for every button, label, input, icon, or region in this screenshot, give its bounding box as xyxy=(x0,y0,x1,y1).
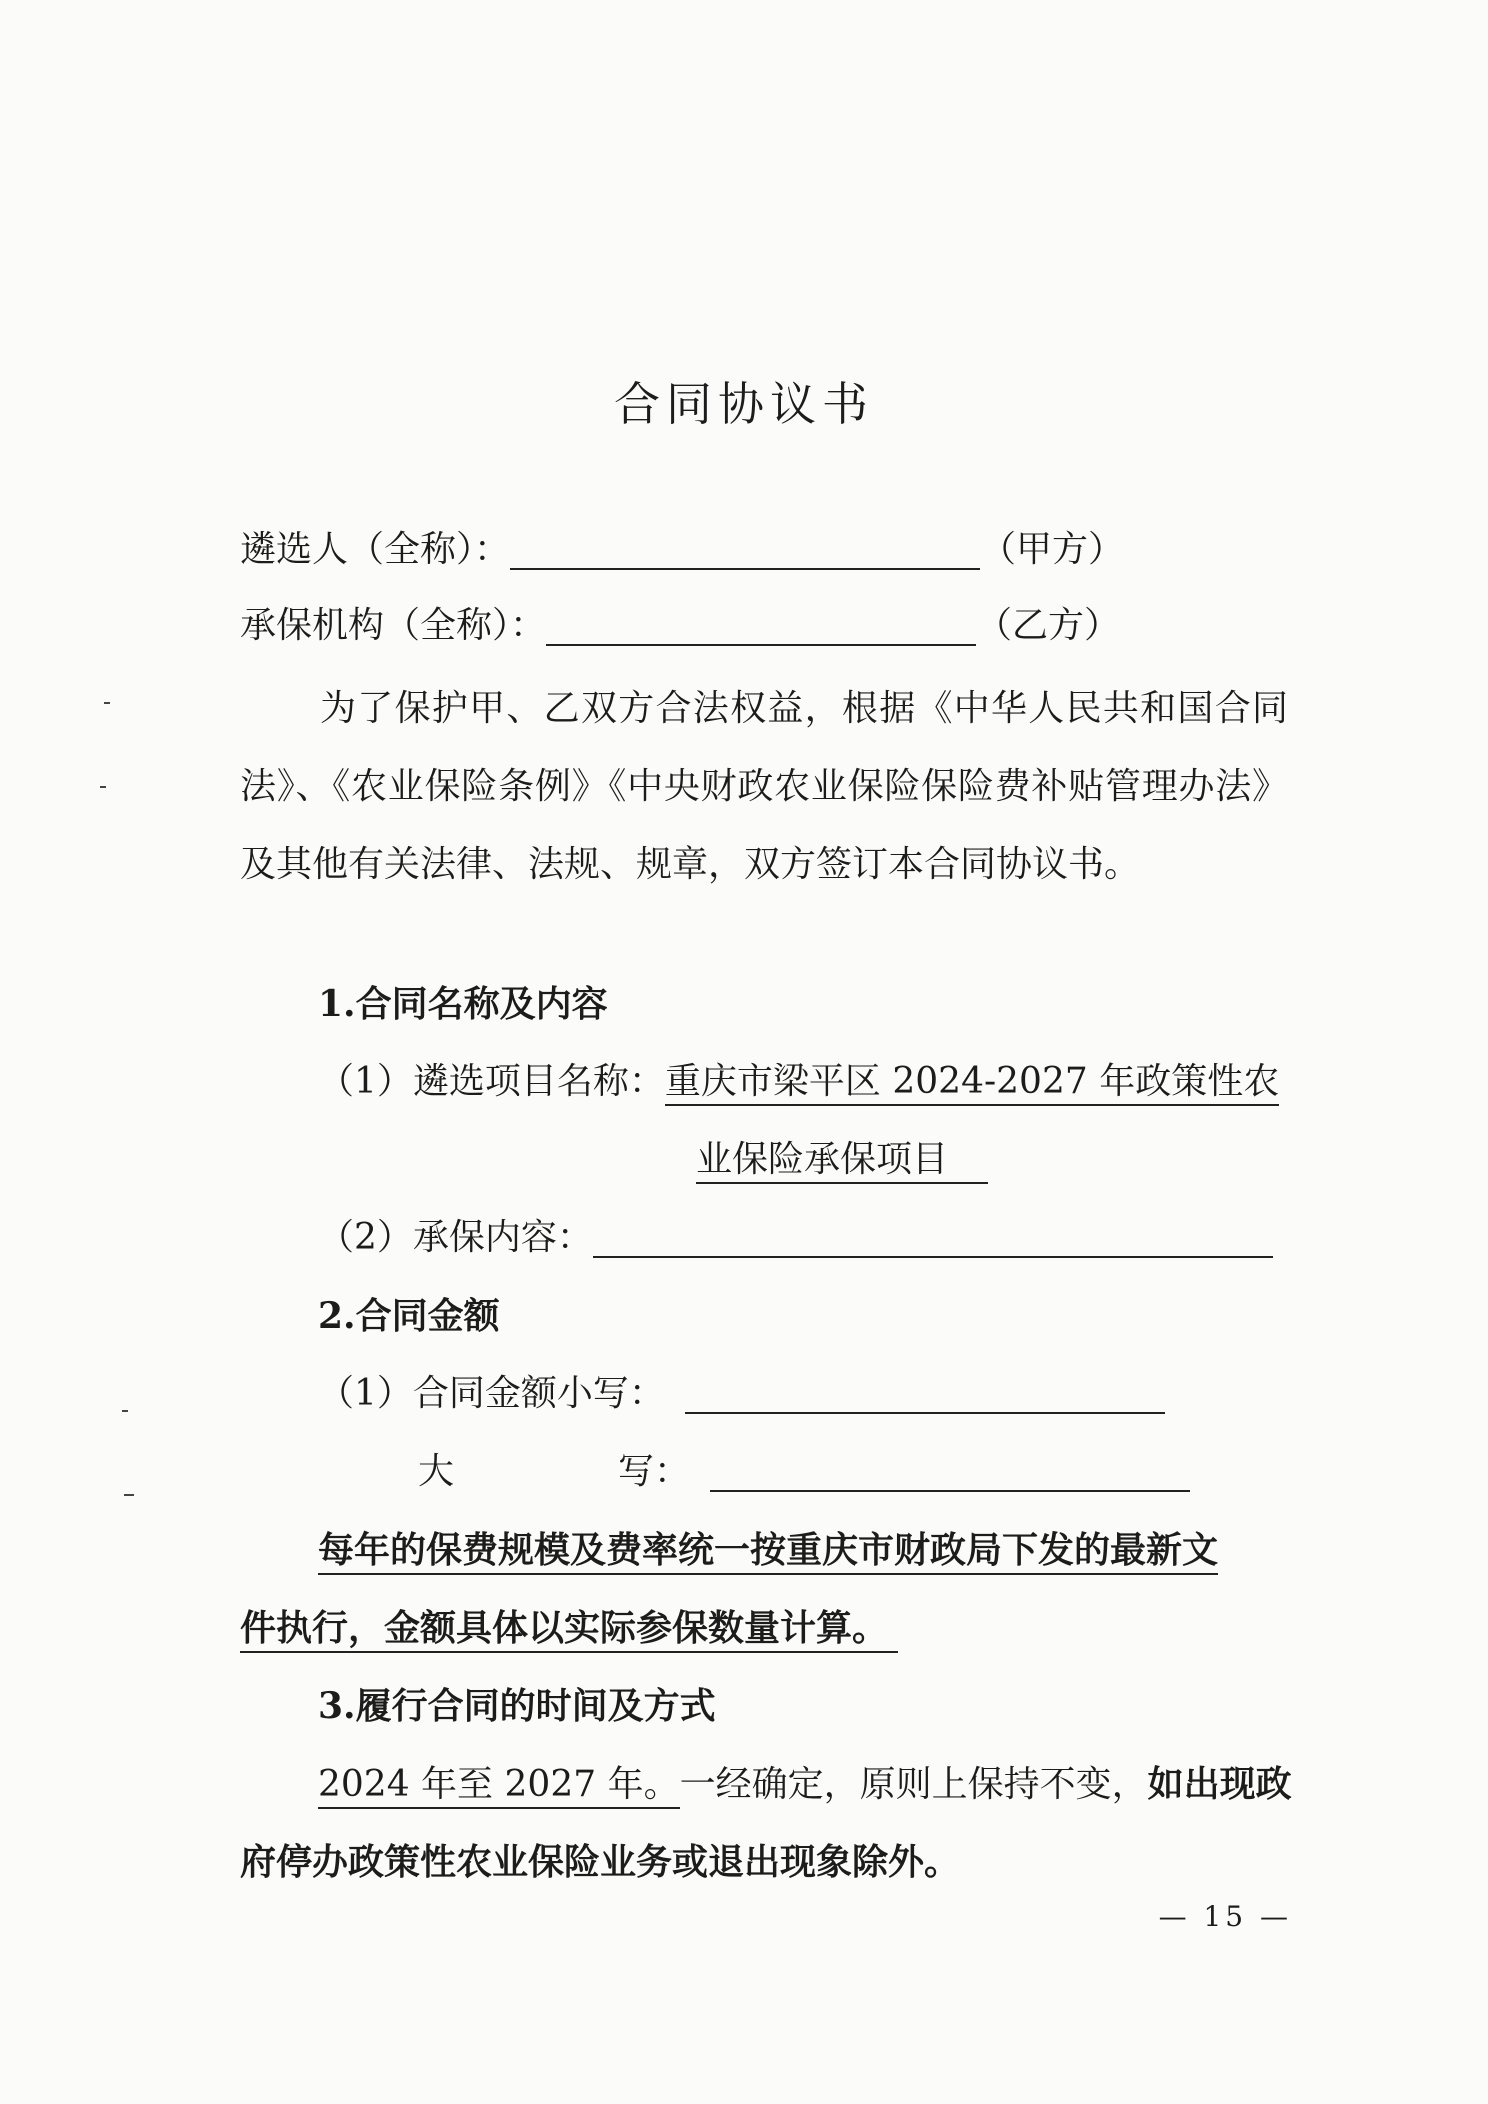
section3-line1 xyxy=(318,1764,1292,1805)
scan-speck xyxy=(104,702,110,704)
amount-big-blank xyxy=(710,1454,1190,1492)
term-period: 2024 年至 2027 年。 xyxy=(318,1764,680,1809)
fee-note-text-2: 件执行，金额具体以实际参保数量计算。 xyxy=(240,1607,898,1653)
fee-note-text-1: 每年的保费规模及费率统一按重庆市财政局下发的最新文 xyxy=(318,1529,1218,1575)
section3-heading: 3.履行合同的时间及方式 xyxy=(318,1685,716,1727)
amount-small-label: （1）合同金额小写： xyxy=(318,1373,665,1414)
party-b-suffix: （乙方） xyxy=(976,605,1121,646)
party-a-suffix: （甲方） xyxy=(980,529,1125,570)
party-a-row xyxy=(240,530,1124,570)
scan-speck xyxy=(100,786,106,788)
amount-big-label-a: 大 xyxy=(418,1451,455,1492)
party-b-blank xyxy=(546,608,976,646)
fee-note-line2 xyxy=(240,1608,898,1648)
scan-speck xyxy=(122,1410,128,1412)
amount-big-label-b: 写： xyxy=(618,1451,691,1492)
section1-heading: 1.合同名称及内容 xyxy=(318,983,608,1025)
section1-item1 xyxy=(318,1062,1279,1102)
coverage-label: （2）承保内容： xyxy=(318,1217,593,1258)
page-number: — 15 — xyxy=(1158,1900,1292,1933)
party-b-row xyxy=(240,606,1120,646)
intro-paragraph: 为了保护甲、乙双方合法权益，根据《中华人民共和国合同法》、《农业保险条例》《中央财政农业保险保险费补贴管理办法》及其他有关法律、法规、规章，双方签订本合同协议书。 xyxy=(240,688,1288,885)
term-text: 一经确定，原则上保持不变， xyxy=(679,1764,1148,1805)
project-name-value-line1: 重庆市梁平区 2024-2027 年政策性农 xyxy=(665,1061,1279,1106)
section1-item2 xyxy=(318,1218,1273,1258)
scan-speck xyxy=(124,1494,134,1496)
project-name-value-line2: 业保险承保项目 xyxy=(696,1139,988,1184)
section3-line2: 府停办政策性农业保险业务或退出现象除外。 xyxy=(240,1841,961,1883)
party-a-label: 遴选人（全称）： xyxy=(240,529,511,570)
party-b-label: 承保机构（全称）： xyxy=(240,605,547,646)
section2-item1 xyxy=(318,1374,1165,1414)
section2-item1-big xyxy=(418,1452,1190,1492)
coverage-blank xyxy=(593,1220,1273,1258)
project-name-label: （1）遴选项目名称： xyxy=(318,1061,665,1102)
fee-note-line1 xyxy=(318,1530,1218,1570)
page-title: 合同协议书 xyxy=(614,377,874,431)
party-a-blank xyxy=(510,532,980,570)
amount-small-blank xyxy=(685,1376,1165,1414)
section1-item1-cont xyxy=(696,1140,988,1180)
term-exception-1: 如出现政 xyxy=(1147,1763,1292,1805)
section2-heading: 2.合同金额 xyxy=(318,1295,500,1337)
